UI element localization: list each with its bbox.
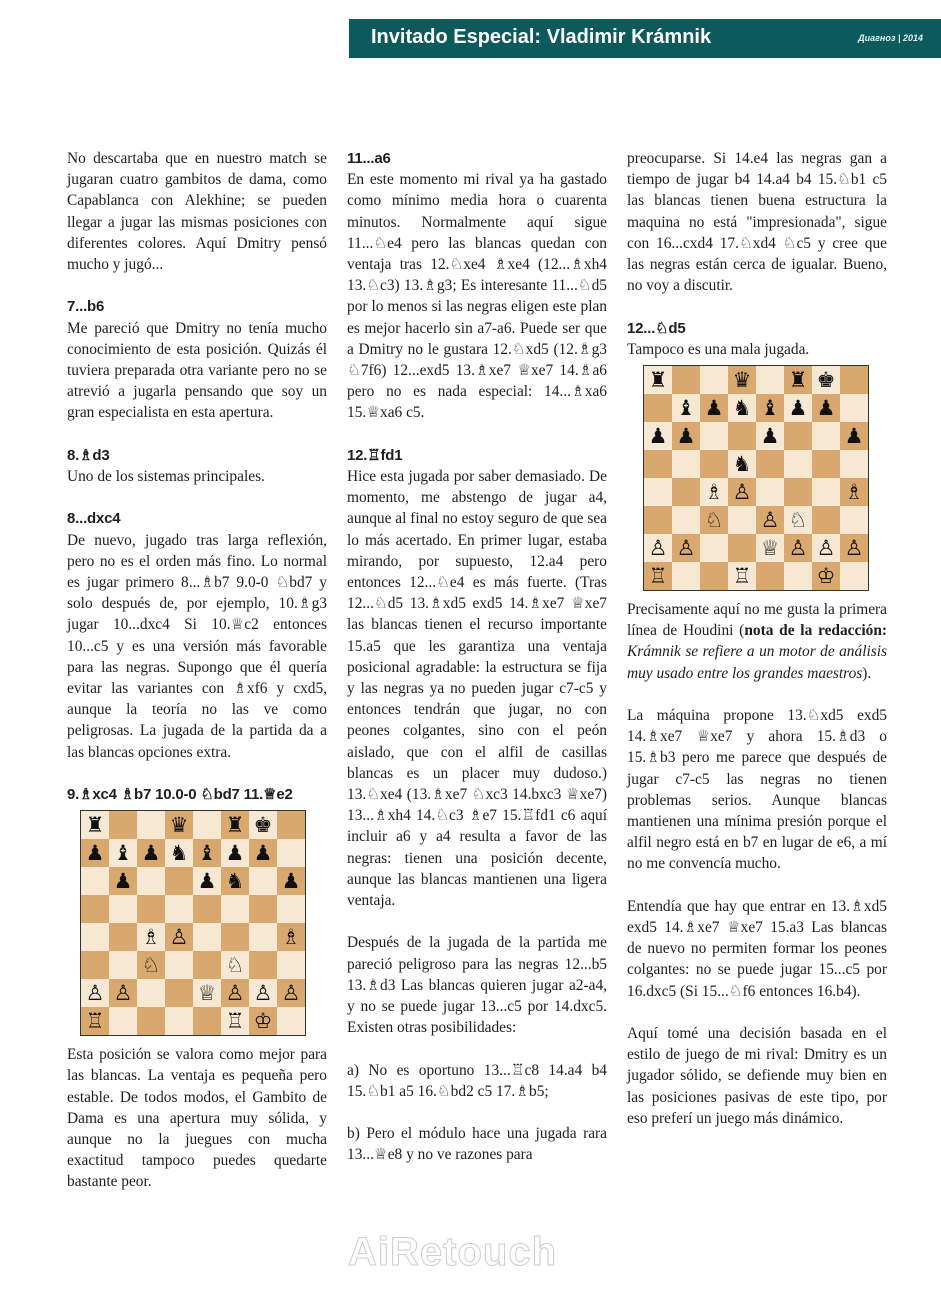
- white-king-icon: ♔: [816, 563, 836, 588]
- board-square: [109, 839, 137, 867]
- black-bishop-icon: ♝: [113, 840, 133, 865]
- board-square: [221, 839, 249, 867]
- board-square: [165, 895, 193, 923]
- move-heading: 8...dxc4: [67, 510, 121, 528]
- board-square: [277, 811, 305, 839]
- white-pawn-icon: ♙: [253, 980, 273, 1005]
- black-pawn-icon: ♟: [113, 868, 133, 893]
- column-2: [347, 148, 607, 1166]
- board-square: [756, 450, 784, 478]
- board-square: [137, 811, 165, 839]
- board-square: [700, 450, 728, 478]
- board-square: [193, 867, 221, 895]
- board-square: [221, 979, 249, 1007]
- board-square: [728, 506, 756, 534]
- board-square: [249, 839, 277, 867]
- black-king-icon: ♚: [816, 367, 836, 392]
- board-square: [840, 534, 868, 562]
- board-square: [81, 923, 109, 951]
- paragraph: La máquina propone 13.♘xd5 exd5 14.♗xe7 ♕xe7 y ahora 15.♗d3 o 15.♗b3 pero me parece que después de jugar c7-c5 las negras no tienen problemas serios. Aunque blancas mantienen una mínima presión porque el alfil negro está en b7 en lugar de e6, a mí no me convencía mucho.: [627, 707, 887, 873]
- paragraph: a) No es oportuno 13...♖c8 14.a4 b4 15.♘b1 a5 16.♘bd2 c5 17.♗b5;: [347, 1061, 607, 1100]
- paragraph: Aquí tomé una decisión basada en el estilo de juego de mi rival: Dmitry es un jugador sólido, se defiende muy bien en las posiciones pasivas de este tipo, por eso preferí un juego más dinámico.: [627, 1025, 887, 1127]
- board-square: [221, 895, 249, 923]
- board-square: [812, 534, 840, 562]
- board-square: [756, 478, 784, 506]
- board-square: [644, 506, 672, 534]
- board-square: [109, 979, 137, 1007]
- board-square: [840, 506, 868, 534]
- move-heading: 7...b6: [67, 298, 105, 316]
- white-rook-icon: ♖: [648, 563, 668, 588]
- white-pawn-icon: ♙: [281, 980, 301, 1005]
- chess-diagram-2: [643, 365, 869, 591]
- board-square: [812, 394, 840, 422]
- paragraph: Hice esta jugada por saber demasiado. De momento, me abstengo de jugar a4, aunque al final no estoy seguro de que sea lo más acertado. En primer lugar, estaba mirando, por supuesto, 12.a4 pero entonces 12...♘e4 es más fuerte. (Tras 12...♘d5 13.♗xd5 exd5 14.♗xe7 ♕xe7 las blancas tienen el recurso importante 15.a5 que les garantiza una ventaja posicional agradable: la estructura se fija y las negras ya no pueden jugar c7-c5 y entonces tendrán que jugar, no con peones colgantes, sino con el peón aislado, que con el alfil de casillas blancas es un placer muy dudoso.) 13.♘xe4 (13.♗xe7 ♘xc3 14.bxc3 ♕xe7) 13...♗xh4 14.♘c3 ♗e7 15.♖fd1 c6 aquí incluir a6 y a4 resulta a favor de las negras: tienen una posición decente, aunque las blancas mantienen una ligera ventaja.: [347, 468, 607, 910]
- board-square: [277, 1007, 305, 1035]
- board-square: [277, 867, 305, 895]
- white-bishop-icon: ♗: [141, 924, 161, 949]
- board-square: [165, 839, 193, 867]
- white-pawn-icon: ♙: [816, 535, 836, 560]
- board-square: [644, 562, 672, 590]
- black-pawn-icon: ♟: [816, 395, 836, 420]
- board-square: [728, 450, 756, 478]
- black-rook-icon: ♜: [225, 812, 245, 837]
- board-square: [644, 394, 672, 422]
- black-rook-icon: ♜: [788, 367, 808, 392]
- board-square: [728, 366, 756, 394]
- board-square: [165, 979, 193, 1007]
- board-square: [756, 534, 784, 562]
- board-square: [784, 422, 812, 450]
- board-square: [137, 979, 165, 1007]
- white-pawn-icon: ♙: [225, 980, 245, 1005]
- black-rook-icon: ♜: [648, 367, 668, 392]
- paragraph: Tampoco es una mala jugada.: [627, 340, 810, 358]
- board-square: [165, 867, 193, 895]
- paragraph: Esta posición se valora como mejor para las blancas. La ventaja es pequeña pero estable. De todos modos, el Gambito de Dama es una apertura muy sólida, y aunque no la juegues con mucha exactitud tampoco puedes quedarte bastante peor.: [67, 1046, 327, 1191]
- paragraph: En este momento mi rival ya ha gastado como mínimo media hora o cuarenta minutos. Normalmente aquí sigue 11...♘e4 pero las blancas quedan con ventaja tras 12.♘xe4 ♗xe4 (12...♗xh4 13.♘c3) 13.♗g3; Es interesante 11...♘d5 por lo menos si las negras eligen este plan es mejor hacerlo sin a7-a6. Puede ser que a Dmitry no le gustara 12.♘xd5 (12.♗g3 ♘7f6) 12...exd5 13.♗xe7 ♕xe7 14.♗a6 pero no es nada especial: 14...♗xa6 15.♕xa6 c5.: [347, 171, 607, 422]
- board-square: [784, 394, 812, 422]
- board-square: [81, 951, 109, 979]
- white-knight-icon: ♘: [225, 952, 245, 977]
- board-square: [165, 1007, 193, 1035]
- board-square: [644, 534, 672, 562]
- board-square: [81, 811, 109, 839]
- black-pawn-icon: ♟: [225, 840, 245, 865]
- black-queen-icon: ♛: [169, 812, 189, 837]
- white-rook-icon: ♖: [732, 563, 752, 588]
- board-square: [840, 422, 868, 450]
- black-bishop-icon: ♝: [197, 840, 217, 865]
- board-square: [249, 923, 277, 951]
- move-heading: 12.♖fd1: [347, 446, 403, 464]
- board-square: [193, 1007, 221, 1035]
- header-bar: [349, 19, 941, 58]
- black-pawn-icon: ♟: [85, 840, 105, 865]
- board-square: [221, 811, 249, 839]
- black-pawn-icon: ♟: [648, 423, 668, 448]
- board-square: [784, 562, 812, 590]
- board-square: [756, 562, 784, 590]
- black-knight-icon: ♞: [225, 868, 245, 893]
- board-square: [784, 450, 812, 478]
- white-bishop-icon: ♗: [704, 479, 724, 504]
- board-square: [784, 366, 812, 394]
- board-square: [109, 923, 137, 951]
- board-square: [644, 422, 672, 450]
- board-square: [193, 979, 221, 1007]
- board-square: [840, 366, 868, 394]
- board-square: [840, 562, 868, 590]
- paragraph: Después de la jugada de la partida me pareció peligroso para las negras 12...b5 13.♗d3 Las blancas quieren jugar a2-a4, y no se puede jugar 13...c5 por 14.dxc5. Existen otras posibilidades:: [347, 934, 607, 1037]
- black-queen-icon: ♛: [732, 367, 752, 392]
- black-pawn-icon: ♟: [760, 423, 780, 448]
- paragraph: No descartaba que en nuestro match se jugaran cuatro gambitos de dama, como Capablanca con Alekhine; se pueden llegar a jugar las mismas posiciones con diferentes colores. Aquí Dmitry pensó mucho y jugó...: [67, 150, 327, 274]
- white-queen-icon: ♕: [760, 535, 780, 560]
- board-square: [249, 951, 277, 979]
- board-square: [221, 867, 249, 895]
- black-knight-icon: ♞: [732, 451, 752, 476]
- move-heading: 12...♘d5: [627, 319, 686, 337]
- black-pawn-icon: ♟: [253, 840, 273, 865]
- board-square: [756, 394, 784, 422]
- board-square: [700, 506, 728, 534]
- black-pawn-icon: ♟: [281, 868, 301, 893]
- white-pawn-icon: ♙: [844, 535, 864, 560]
- white-knight-icon: ♘: [141, 952, 161, 977]
- board-square: [249, 1007, 277, 1035]
- white-pawn-icon: ♙: [169, 924, 189, 949]
- white-pawn-icon: ♙: [648, 535, 668, 560]
- chess-diagram-1: [80, 810, 306, 1036]
- board-square: [840, 450, 868, 478]
- black-pawn-icon: ♟: [844, 423, 864, 448]
- board-square: [249, 811, 277, 839]
- issue-label: Диагноз | 2014: [858, 33, 923, 43]
- board-square: [277, 895, 305, 923]
- board-square: [249, 867, 277, 895]
- board-square: [700, 478, 728, 506]
- board-square: [756, 506, 784, 534]
- paragraph: Me pareció que Dmitry no tenía mucho conocimiento de esta posición. Quizás él tuviera preparada otra variante pero no se atrevió a jugarla pensando que soy un gran especialista en esta apertura.: [67, 319, 327, 422]
- board-square: [277, 923, 305, 951]
- board-square: [193, 811, 221, 839]
- board-square: [756, 422, 784, 450]
- board-square: [137, 951, 165, 979]
- board-square: [109, 951, 137, 979]
- board-square: [812, 366, 840, 394]
- board-square: [672, 366, 700, 394]
- black-pawn-icon: ♟: [788, 395, 808, 420]
- board-square: [277, 839, 305, 867]
- watermark: AiRetouch: [348, 1230, 557, 1274]
- board-square: [193, 951, 221, 979]
- white-bishop-icon: ♗: [844, 479, 864, 504]
- white-pawn-icon: ♙: [113, 980, 133, 1005]
- board-square: [812, 562, 840, 590]
- board-square: [277, 979, 305, 1007]
- white-rook-icon: ♖: [85, 1008, 105, 1033]
- board-square: [221, 951, 249, 979]
- white-knight-icon: ♘: [788, 507, 808, 532]
- header-title: Invitado Especial: Vladimir Krámnik: [371, 26, 712, 48]
- board-square: [165, 923, 193, 951]
- board-square: [672, 394, 700, 422]
- board-square: [672, 450, 700, 478]
- board-square: [644, 478, 672, 506]
- black-king-icon: ♚: [253, 812, 273, 837]
- black-bishop-icon: ♝: [760, 395, 780, 420]
- board-square: [812, 506, 840, 534]
- white-knight-icon: ♘: [704, 507, 724, 532]
- column-3: [627, 148, 887, 1150]
- board-square: [81, 1007, 109, 1035]
- board-square: [672, 422, 700, 450]
- board-square: [672, 506, 700, 534]
- board-square: [81, 895, 109, 923]
- text-run: ).: [862, 664, 872, 682]
- board-square: [137, 839, 165, 867]
- board-square: [109, 867, 137, 895]
- board-square: [812, 422, 840, 450]
- board-square: [81, 867, 109, 895]
- paragraph: Uno de los sistemas principales.: [67, 468, 265, 486]
- board-square: [728, 534, 756, 562]
- white-pawn-icon: ♙: [760, 507, 780, 532]
- board-square: [728, 478, 756, 506]
- move-heading: 11...a6: [347, 150, 391, 167]
- board-square: [700, 562, 728, 590]
- black-bishop-icon: ♝: [676, 395, 696, 420]
- black-pawn-icon: ♟: [676, 423, 696, 448]
- board-square: [221, 1007, 249, 1035]
- board-square: [784, 534, 812, 562]
- board-square: [277, 951, 305, 979]
- board-square: [137, 895, 165, 923]
- paragraph: [627, 599, 887, 684]
- board-square: [221, 923, 249, 951]
- board-square: [728, 562, 756, 590]
- board-square: [812, 478, 840, 506]
- black-pawn-icon: ♟: [197, 868, 217, 893]
- white-king-icon: ♔: [253, 1008, 273, 1033]
- board-square: [249, 979, 277, 1007]
- board-square: [840, 478, 868, 506]
- board-square: [672, 478, 700, 506]
- black-rook-icon: ♜: [85, 812, 105, 837]
- paragraph: b) Pero el módulo hace una jugada rara 13...♕e8 y no ve razones para: [347, 1125, 607, 1164]
- board-square: [728, 394, 756, 422]
- board-square: [784, 506, 812, 534]
- board-square: [784, 478, 812, 506]
- board-square: [728, 422, 756, 450]
- move-heading: 8.♗d3: [67, 446, 110, 464]
- board-square: [700, 366, 728, 394]
- paragraph: De nuevo, jugado tras larga reflexión, pero no es el orden más fino. Lo normal es jugar primero 8...♗b7 9.0-0 ♘bd7 y solo después de, por ejemplo, 10.♗g3 jugar 10...dxc4 Si 10.♕c2 entonces 10...c5 y es una versión más favorable para las negras. Supongo que él quería evitar las variantes con ♗xf6 y cxd5, aunque la teoría no las ve como peligrosas. La jugada de la partida da a las blancas opciones extra.: [67, 531, 327, 761]
- editor-note-label: nota de la redacción:: [744, 622, 887, 640]
- board-square: [672, 562, 700, 590]
- board-square: [165, 811, 193, 839]
- black-knight-icon: ♞: [169, 840, 189, 865]
- board-square: [672, 534, 700, 562]
- paragraph: preocuparse. Si 14.e4 las negras gan a tiempo de jugar b4 14.a4 b4 15.♘b1 c5 las blancas tienen buena estructura la maquina no está "impresionada", sigue con 16...cxd4 17.♘xd4 ♘c5 y cree que las negras están cerca de igualar. Bueno, no voy a discutir.: [627, 150, 887, 295]
- white-pawn-icon: ♙: [676, 535, 696, 560]
- white-pawn-icon: ♙: [732, 479, 752, 504]
- editor-note-text: Krámnik se refiere a un motor de análisis muy usado entre los grandes maestros: [627, 643, 887, 682]
- board-square: [644, 366, 672, 394]
- board-square: [756, 366, 784, 394]
- board-square: [109, 1007, 137, 1035]
- paragraph: Entendía que hay que entrar en 13.♗xd5 exd5 14.♗xe7 ♕xe7 15.a3 Las blancas de nuevo no permiten formar los peones colgantes: no se puede jugar 15...c5 por 16.dxc5 (Si 15...♘f6 entonces 16.b4).: [627, 897, 887, 1000]
- board-square: [700, 422, 728, 450]
- board-square: [193, 839, 221, 867]
- board-square: [109, 895, 137, 923]
- move-heading: 9.♗xc4 ♗b7 10.0-0 ♘bd7 11.♕e2: [67, 786, 293, 804]
- white-queen-icon: ♕: [197, 980, 217, 1005]
- board-square: [812, 450, 840, 478]
- black-knight-icon: ♞: [732, 395, 752, 420]
- column-1: [67, 148, 327, 1214]
- white-pawn-icon: ♙: [85, 980, 105, 1005]
- white-bishop-icon: ♗: [281, 924, 301, 949]
- white-rook-icon: ♖: [225, 1008, 245, 1033]
- board-square: [700, 534, 728, 562]
- board-square: [193, 923, 221, 951]
- black-pawn-icon: ♟: [704, 395, 724, 420]
- board-square: [165, 951, 193, 979]
- text-run: Precisamente aquí no me gusta la primera línea de Houdini (: [627, 601, 887, 640]
- board-square: [644, 450, 672, 478]
- board-square: [249, 895, 277, 923]
- board-square: [700, 394, 728, 422]
- board-square: [137, 867, 165, 895]
- board-square: [109, 811, 137, 839]
- white-pawn-icon: ♙: [788, 535, 808, 560]
- board-square: [137, 1007, 165, 1035]
- board-square: [137, 923, 165, 951]
- board-square: [193, 895, 221, 923]
- board-square: [840, 394, 868, 422]
- board-square: [81, 979, 109, 1007]
- black-pawn-icon: ♟: [141, 840, 161, 865]
- board-square: [81, 839, 109, 867]
